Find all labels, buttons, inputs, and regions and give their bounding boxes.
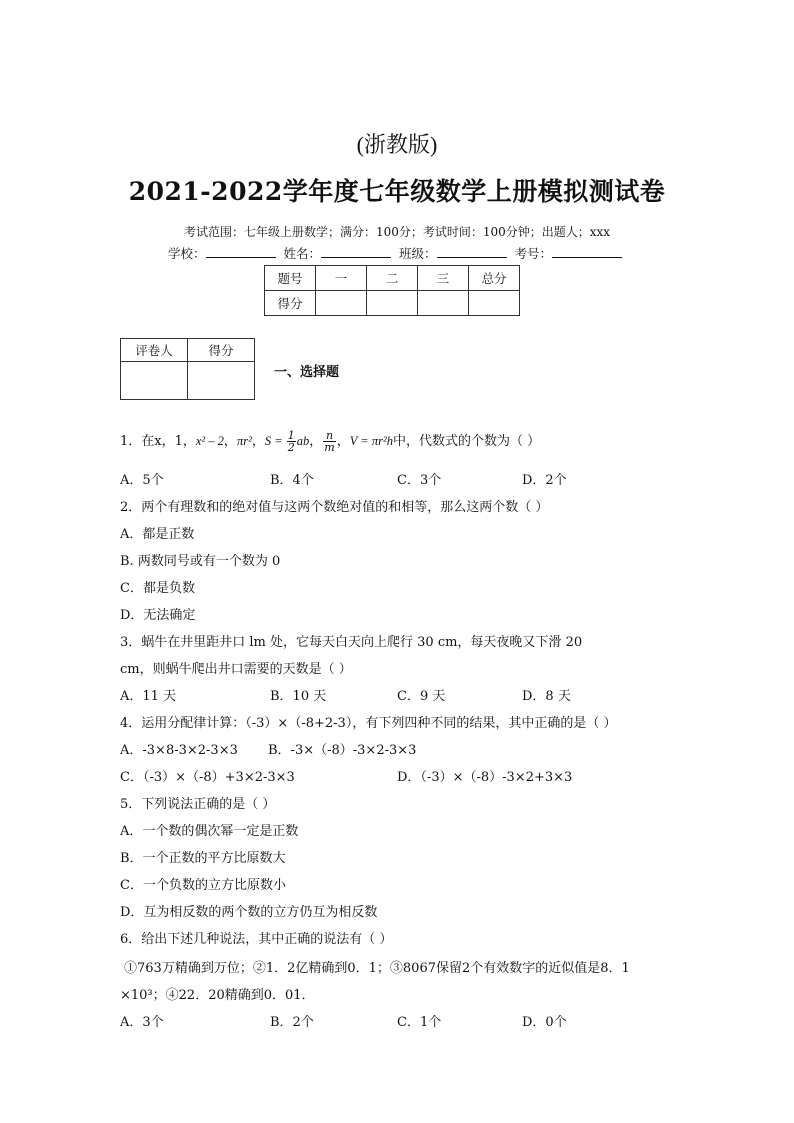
question-6-stem: 6．给出下述几种说法，其中正确的说法有（ ） — [120, 932, 393, 947]
score-header-cell: 一 — [316, 266, 367, 291]
q1-frac1-denominator: 2 — [287, 441, 295, 454]
q5-option-c[interactable]: C．一个负数的立方比原数小 — [120, 878, 286, 893]
q1-sep: ， — [336, 434, 350, 449]
question-2-stem: 2．两个有理数和的绝对值与这两个数绝对值的和相等，那么这两个数（ ） — [120, 500, 549, 515]
q5-option-b[interactable]: B．一个正数的平方比原数大 — [120, 851, 286, 866]
q4-option-c[interactable]: C．（-3）×（-8）+3×2-3×3 — [120, 770, 295, 785]
grader-header-cell: 得分 — [188, 339, 255, 362]
section-heading-choice: 一、选择题 — [274, 365, 340, 380]
exam-title: 2021-2022学年度七年级数学上册模拟测试卷 — [128, 177, 666, 206]
name-label: 姓名： — [283, 246, 321, 261]
grader-score-cell[interactable] — [188, 362, 255, 400]
grader-header-row — [121, 339, 255, 362]
score-table-header-row — [265, 266, 520, 291]
q2-option-d[interactable]: D．无法确定 — [120, 608, 196, 623]
score-cell[interactable] — [469, 291, 520, 316]
q1-expr-3-tail: ab — [296, 434, 310, 448]
q2-option-b[interactable]: B. 两数同号或有一个数为 0 — [120, 554, 281, 569]
edition-label: (浙教版) — [356, 132, 438, 157]
q1-option-c[interactable]: C．3个 — [397, 473, 442, 488]
q1-option-a[interactable]: A．5个 — [120, 473, 164, 488]
exam-info: 考试范围：七年级上册数学；满分：100分；考试时间：100分钟；出题人；xxx — [183, 225, 611, 239]
q1-expr-2: πr² — [236, 434, 252, 448]
q1-frac2-numerator: n — [323, 430, 335, 442]
q1-sep: ， — [223, 434, 237, 449]
q1-frac1-numerator: 1 — [287, 429, 295, 442]
student-info-line — [0, 244, 794, 262]
exam-number-label: 考号： — [514, 246, 552, 261]
q1-frac2-denominator: m — [324, 441, 335, 454]
school-blank[interactable] — [206, 246, 276, 258]
score-table — [264, 265, 520, 316]
score-table-score-row — [265, 291, 520, 316]
question-3-stem-line-1: 3．蜗牛在井里距井口 lm 处，它每天白天向上爬行 30 cm，每天夜晚又下滑 20 — [120, 635, 583, 650]
score-header-cell: 总分 — [469, 266, 520, 291]
q4-option-d[interactable]: D．（-3）×（-8）-3×2+3×3 — [397, 770, 573, 785]
q4-option-a[interactable]: A．-3×8-3×2-3×3 — [120, 743, 238, 758]
q3-option-c[interactable]: C．9 天 — [397, 689, 446, 704]
q6-option-b[interactable]: B．2个 — [270, 1015, 314, 1030]
score-cell[interactable] — [418, 291, 469, 316]
q6-option-a[interactable]: A．3个 — [120, 1015, 164, 1030]
school-label: 学校： — [167, 246, 206, 261]
class-blank[interactable] — [437, 246, 507, 258]
exam-number-blank[interactable] — [552, 246, 622, 258]
grader-input-row — [121, 362, 255, 400]
score-header-cell: 二 — [367, 266, 418, 291]
q1-expr-3: S = — [264, 434, 286, 448]
question-1-stem — [120, 430, 540, 453]
q2-option-c[interactable]: C．都是负数 — [120, 581, 195, 596]
q1-fraction-half — [287, 430, 296, 453]
q6-option-d[interactable]: D．0个 — [522, 1015, 567, 1030]
q1-suffix: 中，代数式的个数为（ ） — [392, 434, 541, 449]
grader-cell[interactable] — [121, 362, 188, 400]
q1-expr-4: V = πr²h — [349, 434, 393, 448]
class-label: 班级： — [398, 246, 437, 261]
score-cell[interactable] — [316, 291, 367, 316]
q1-expr-1: x² – 2 — [195, 434, 224, 448]
q6-option-c[interactable]: C．1个 — [397, 1015, 442, 1030]
score-cell[interactable] — [367, 291, 418, 316]
score-header-cell: 三 — [418, 266, 469, 291]
q1-option-b[interactable]: B．4个 — [270, 473, 314, 488]
q5-option-d[interactable]: D．互为相反数的两个数的立方仍互为相反数 — [120, 905, 378, 920]
q3-option-b[interactable]: B．10 天 — [270, 689, 327, 704]
score-header-cell: 题号 — [265, 266, 316, 291]
question-5-stem: 5．下列说法正确的是（ ） — [120, 797, 276, 812]
q1-sep: ， — [251, 434, 265, 449]
question-6-detail-line-2: ×10³；④22．20精确到0．01． — [120, 988, 315, 1003]
name-blank[interactable] — [321, 246, 391, 258]
question-6-detail-line-1: ①763万精确到万位；②1．2亿精确到0．1；③8067保留2个有效数字的近似值是8．1 — [124, 961, 630, 976]
q3-option-a[interactable]: A．11 天 — [120, 689, 177, 704]
q3-option-d[interactable]: D．8 天 — [522, 689, 571, 704]
q4-option-b[interactable]: B．-3×（-8）-3×2-3×3 — [268, 743, 417, 758]
q5-option-a[interactable]: A．一个数的偶次幂一定是正数 — [120, 824, 299, 839]
q1-option-d[interactable]: D．2个 — [522, 473, 567, 488]
q1-prefix: 1．在x，1， — [120, 434, 196, 449]
score-row-label: 得分 — [265, 291, 316, 316]
question-4-stem: 4．运用分配律计算：（-3）×（-8+2-3），有下列四种不同的结果，其中正确的是（ ） — [120, 716, 617, 731]
grader-table — [120, 338, 255, 400]
grader-header-cell: 评卷人 — [121, 339, 188, 362]
q1-fraction-n-over-m — [323, 430, 335, 453]
question-3-stem-line-2: cm，则蜗牛爬出井口需要的天数是（ ） — [120, 662, 352, 677]
q2-option-a[interactable]: A．都是正数 — [120, 527, 195, 542]
q1-sep: ， — [309, 434, 323, 449]
